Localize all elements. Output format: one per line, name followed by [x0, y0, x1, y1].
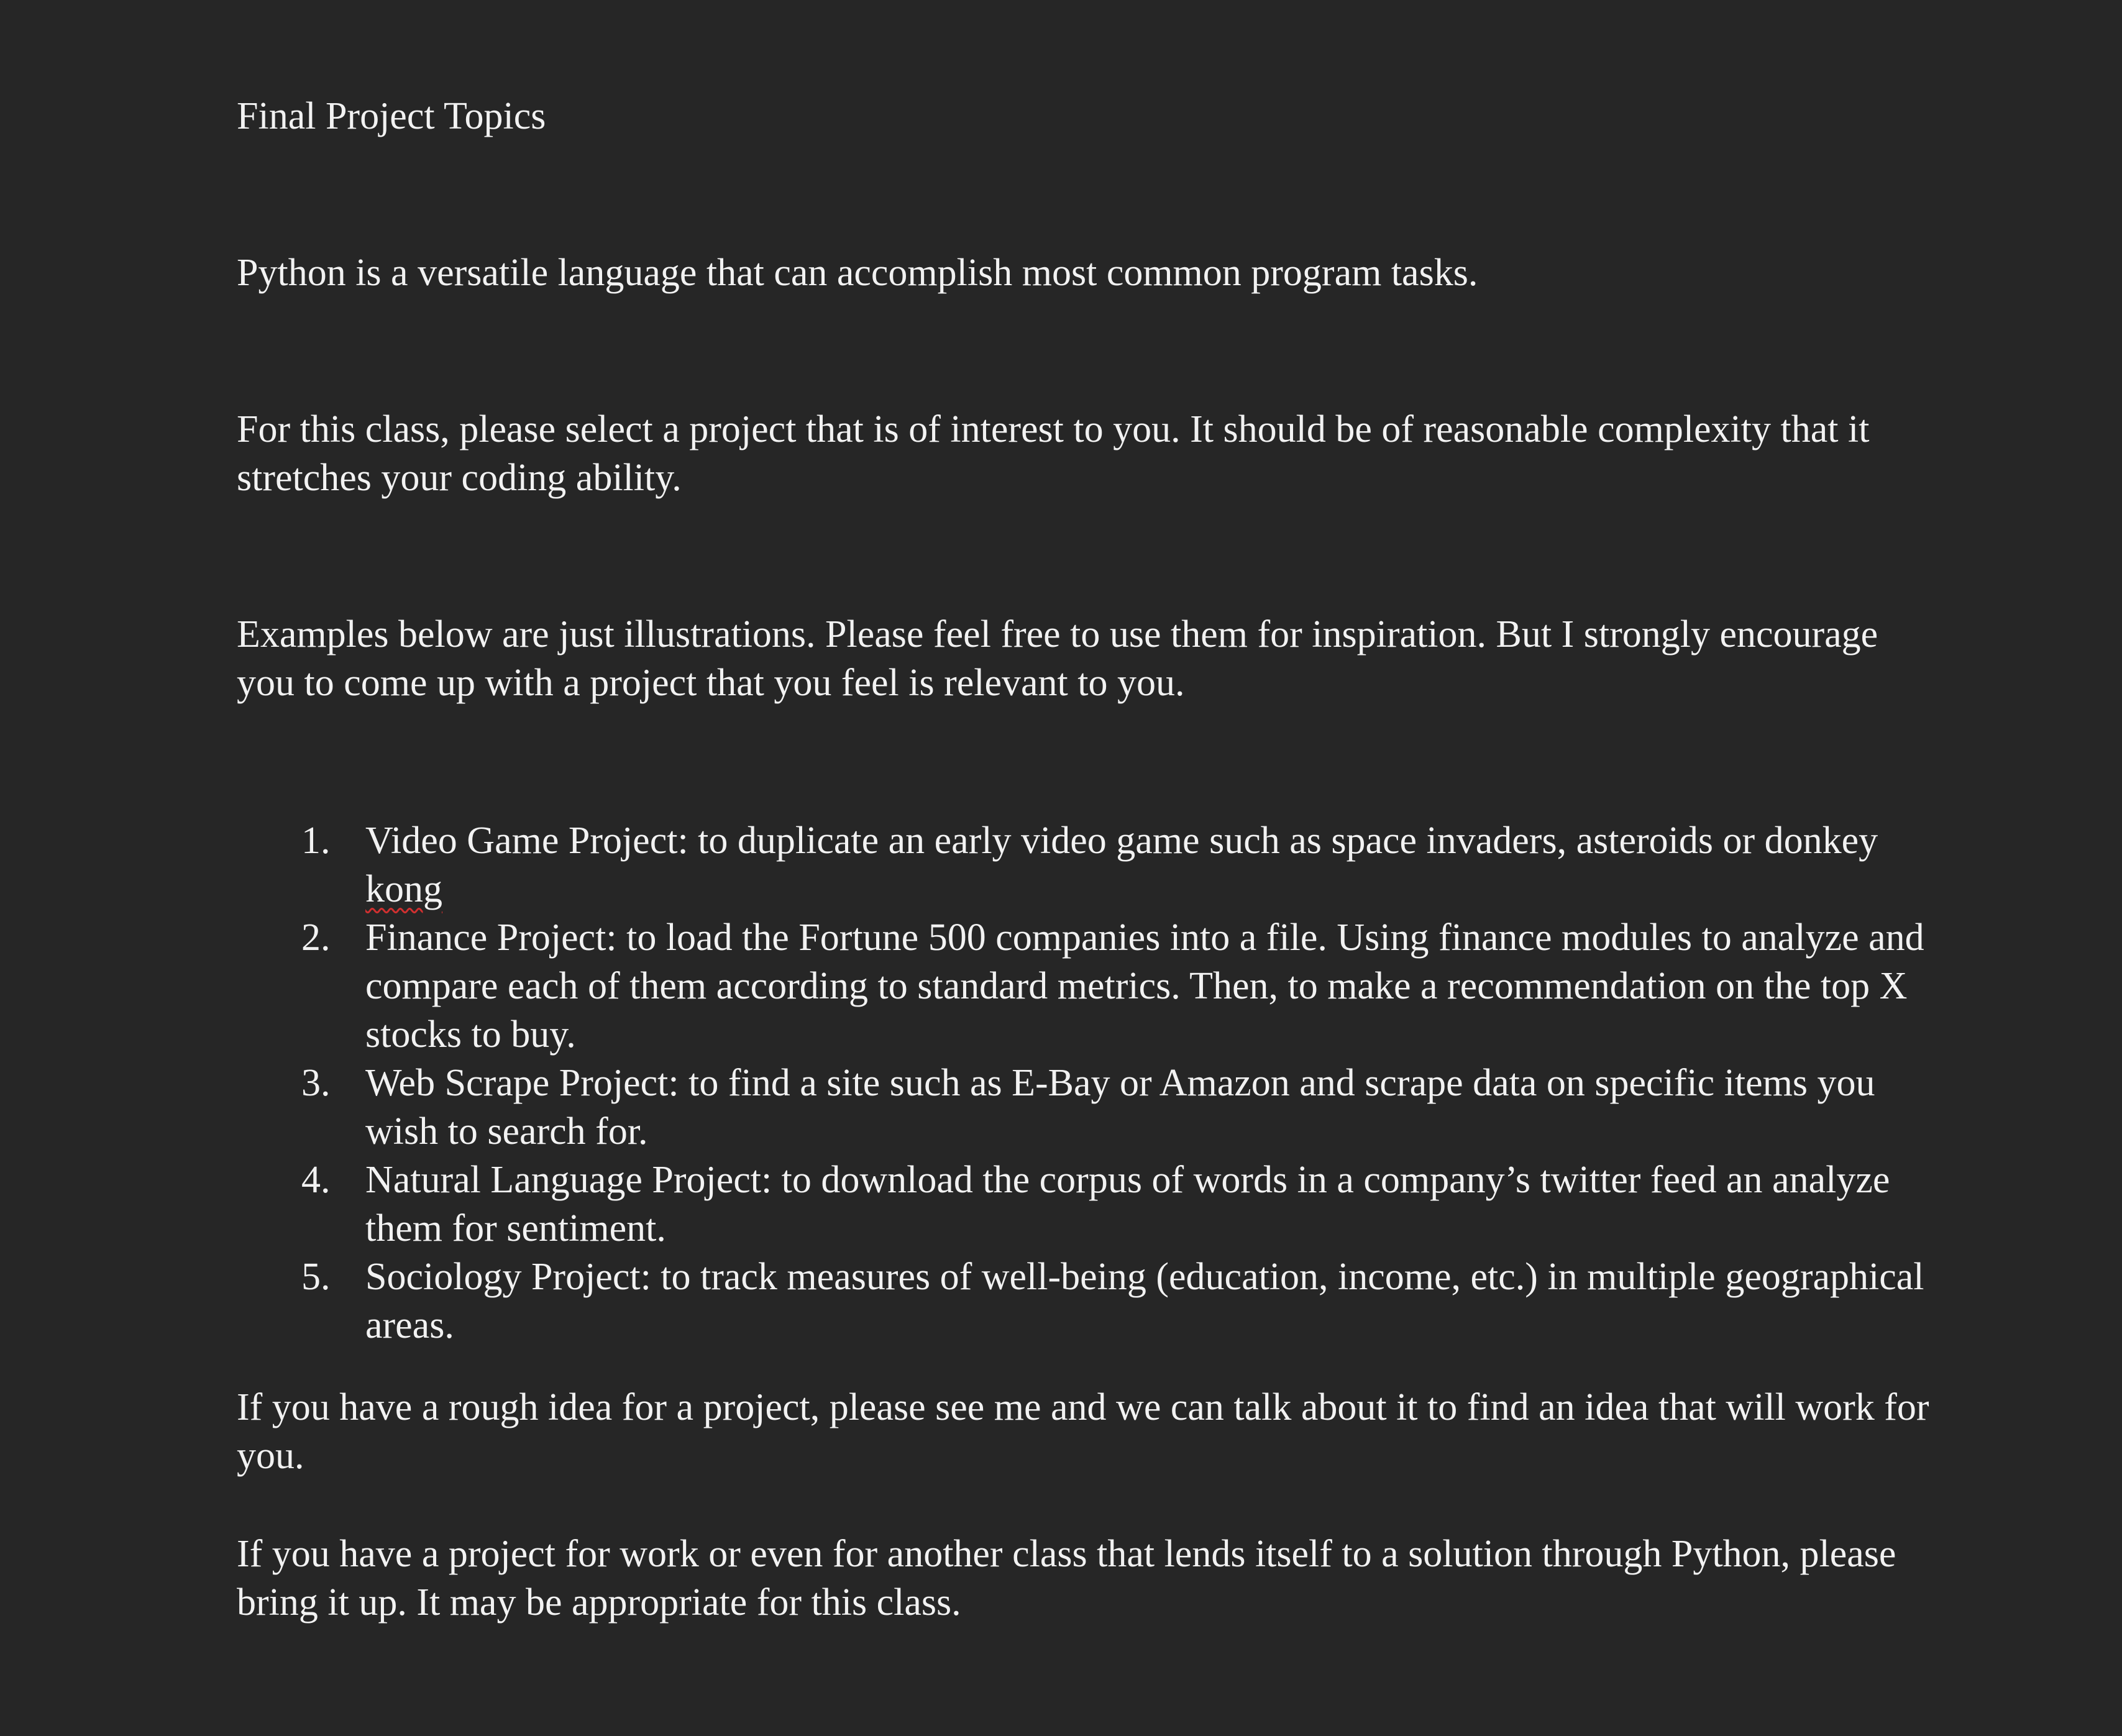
list-item — [237, 1156, 1939, 1253]
list-number: 3. — [301, 1062, 331, 1104]
list-item-text-main: Video Game Project: to duplicate an early video game such as space invaders, asteroids or donkey — [365, 820, 1878, 862]
list-item-text: Web Scrape Project: to find a site such as E-Bay or Amazon and scrape data on specific items you wish to search for. — [365, 1062, 1875, 1153]
list-item — [237, 1253, 1939, 1350]
spelling-error-word[interactable]: kong — [365, 868, 442, 910]
list-item-text: Natural Language Project: to download the corpus of words in a company’s twitter feed an analyze them for sentiment. — [365, 1159, 1890, 1249]
list-item — [237, 1059, 1939, 1156]
work-project-paragraph: If you have a project for work or even for another class that lends itself to a solution through Python, please bring it up. It may be appropriate for this class. — [237, 1533, 1896, 1624]
intro-paragraph: Python is a versatile language that can accomplish most common program tasks. — [237, 252, 1478, 294]
examples-note-paragraph: Examples below are just illustrations. Please feel free to use them for inspiration. But I strongly encourage you to come up with a project that you feel is relevant to you. — [237, 613, 1878, 704]
list-item — [237, 816, 1939, 913]
instruction-paragraph: For this class, please select a project that is of interest to you. It should be of reasonable complexity that it stretches your coding ability. — [237, 408, 1870, 499]
list-number: 2. — [301, 916, 331, 959]
project-list — [237, 816, 1939, 1350]
document-title: Final Project Topics — [237, 95, 546, 137]
list-item-text: Sociology Project: to track measures of well-being (education, income, etc.) in multiple geographical areas. — [365, 1256, 1924, 1346]
list-number: 5. — [301, 1256, 331, 1298]
list-number: 4. — [301, 1159, 331, 1201]
rough-idea-paragraph: If you have a rough idea for a project, please see me and we can talk about it to find an idea that will work for you. — [237, 1386, 1929, 1477]
list-item — [237, 913, 1939, 1059]
list-item-text — [365, 820, 1878, 910]
list-number: 1. — [301, 820, 331, 862]
list-item-text: Finance Project: to load the Fortune 500 companies into a file. Using finance modules to analyze and compare each of them according to standard metrics. Then, to make a recommendation on the top X stocks to buy. — [365, 916, 1924, 1056]
